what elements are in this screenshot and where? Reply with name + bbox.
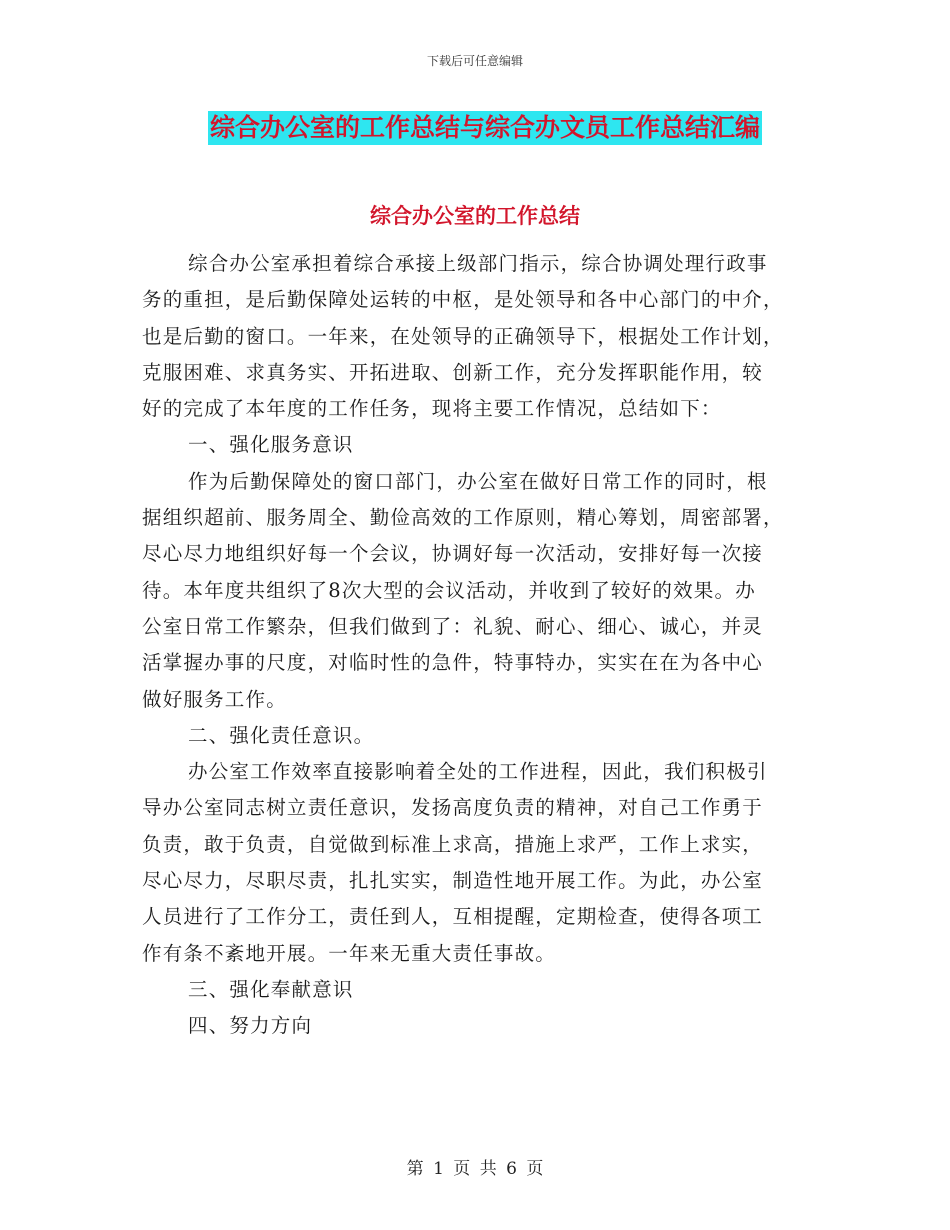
paragraph-line: 办公室工作效率直接影响着全处的工作进程，因此，我们积极引 — [188, 760, 768, 784]
paragraph-line: 活掌握办事的尺度，对临时性的急件，特事特办，实实在在为各中心 — [142, 651, 764, 675]
paragraph-line: 也是后勤的窗口。一年来，在处领导的正确领导下，根据处工作计划， — [142, 324, 784, 348]
section-title: 综合办公室的工作总结 — [370, 204, 580, 228]
paragraph-line: 人员进行了工作分工，责任到人，互相提醒，定期检查，使得各项工 — [142, 905, 764, 929]
paragraph-line: 据组织超前、服务周全、勤俭高效的工作原则，精心筹划，周密部署， — [142, 506, 784, 530]
paragraph-line: 作有条不紊地开展。一年来无重大责任事故。 — [142, 941, 557, 965]
paragraph-line: 做好服务工作。 — [142, 687, 287, 711]
document-title: 综合办公室的工作总结与综合办文员工作总结汇编 — [208, 111, 762, 145]
paragraph-line: 四、努力方向 — [188, 1014, 313, 1038]
paragraph-line: 作为后勤保障处的窗口部门，办公室在做好日常工作的同时，根 — [188, 469, 768, 493]
paragraph-line: 导办公室同志树立责任意识，发扬高度负责的精神，对自己工作勇于 — [142, 796, 764, 820]
header-note: 下载后可任意编辑 — [426, 54, 523, 68]
paragraph-line: 二、强化责任意识。 — [188, 723, 375, 747]
paragraph-line: 待。本年度共组织了8次大型的会议活动，并收到了较好的效果。办 — [142, 578, 756, 602]
paragraph-line: 务的重担，是后勤保障处运转的中枢，是处领导和各中心部门的中介， — [142, 288, 784, 312]
paragraph-line: 公室日常工作繁杂，但我们做到了：礼貌、耐心、细心、诚心，并灵 — [142, 614, 764, 638]
paragraph-line: 三、强化奉献意识 — [188, 977, 354, 1001]
page-footer: 第 1 页 共 6 页 — [406, 1159, 544, 1179]
paragraph-line: 综合办公室承担着综合承接上级部门指示，综合协调处理行政事 — [188, 252, 768, 275]
paragraph-line: 一、强化服务意识 — [188, 433, 354, 457]
paragraph-line: 尽心尽力，尽职尽责，扎扎实实，制造性地开展工作。为此，办公室 — [142, 869, 764, 893]
paragraph-line: 克服困难、求真务实、开拓进取、创新工作，充分发挥职能作用，较 — [142, 360, 764, 384]
document-body — [142, 246, 802, 1045]
paragraph-line: 尽心尽力地组织好每一个会议，协调好每一次活动，安排好每一次接 — [142, 542, 764, 566]
paragraph-line: 负责，敢于负责，自觉做到标准上求高，措施上求严，工作上求实， — [142, 832, 764, 856]
paragraph-line: 好的完成了本年度的工作任务，现将主要工作情况，总结如下： — [142, 397, 722, 421]
